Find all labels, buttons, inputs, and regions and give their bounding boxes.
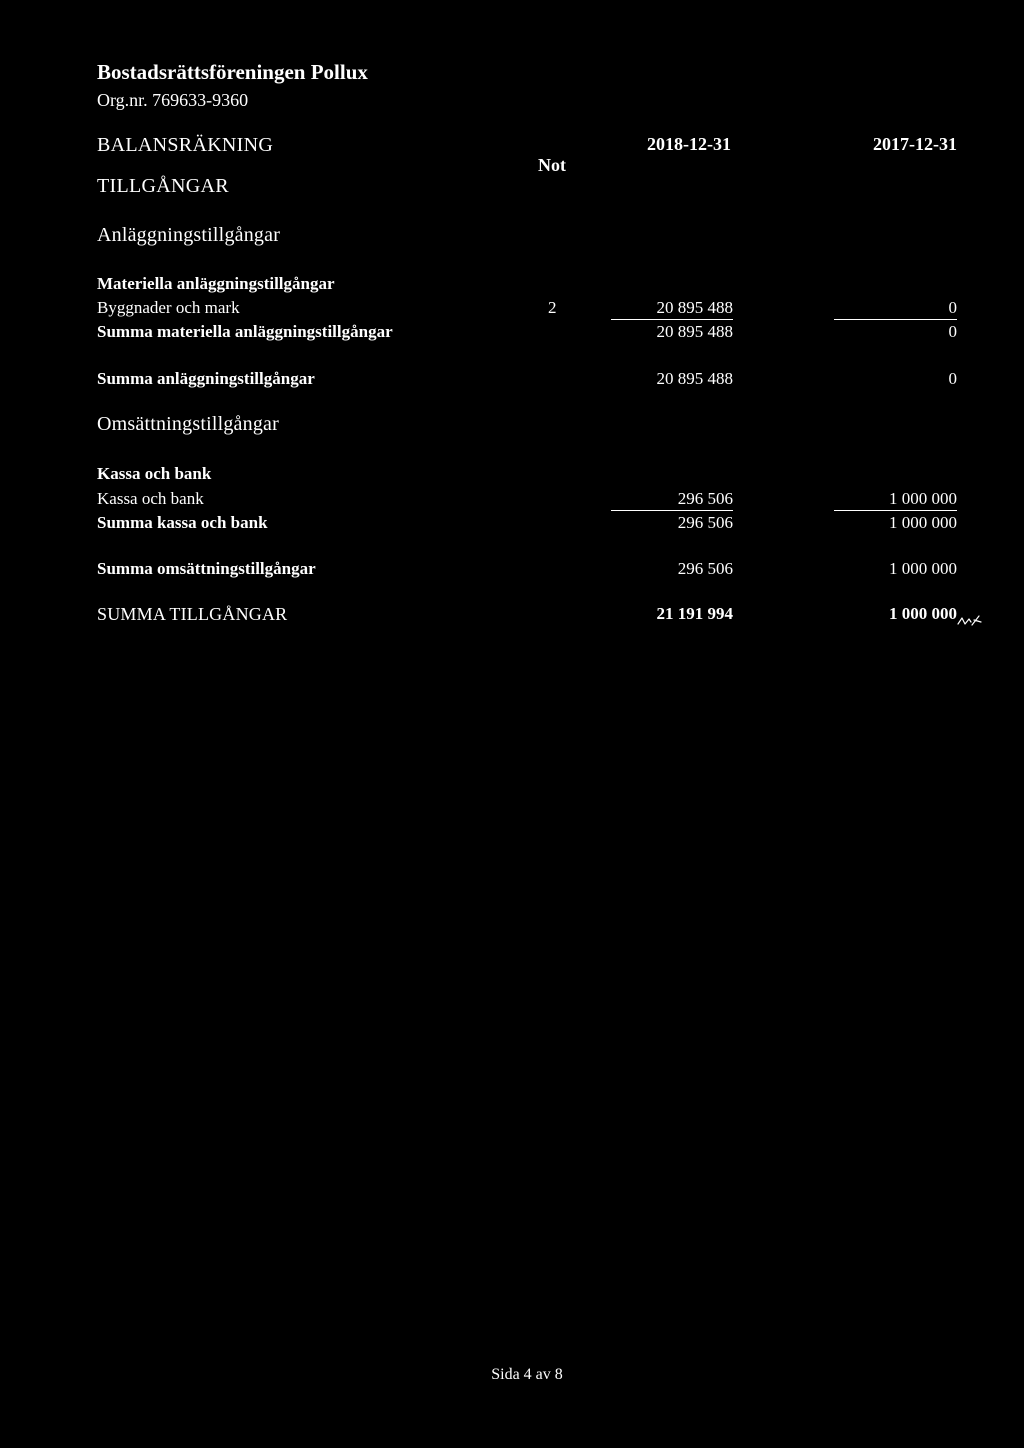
cash-and-bank-current: 296 506 <box>677 489 733 508</box>
current-assets-heading: Omsättningstillgångar <box>97 413 279 435</box>
buildings-and-land-current: 20 895 488 <box>656 298 733 317</box>
column-header-previous-year: 2017-12-31 <box>873 134 957 154</box>
tangible-assets-subheading: Materiella anläggningstillgångar <box>97 274 335 293</box>
underline-current <box>611 319 733 320</box>
cash-and-bank-previous: 1 000 000 <box>889 489 957 508</box>
underline-current <box>611 510 733 511</box>
cash-and-bank-subheading: Kassa och bank <box>97 464 212 483</box>
page-number: Sida 4 av 8 <box>491 1366 563 1383</box>
fixed-assets-total-label: Summa anläggningstillgångar <box>97 369 315 388</box>
buildings-and-land-note: 2 <box>548 298 557 317</box>
organization-number: Org.nr. 769633-9360 <box>97 90 249 110</box>
current-assets-total-label: Summa omsättningstillgångar <box>97 559 316 578</box>
tangible-assets-subtotal-previous: 0 <box>948 322 957 341</box>
cash-and-bank-subtotal-current: 296 506 <box>677 513 733 532</box>
organization-name: Bostadsrättsföreningen Pollux <box>97 60 368 84</box>
signature-initials-mark <box>957 612 983 628</box>
current-assets-total-previous: 1 000 000 <box>889 559 957 578</box>
buildings-and-land-previous: 0 <box>948 298 957 317</box>
cash-and-bank-subtotal-label: Summa kassa och bank <box>97 513 268 532</box>
fixed-assets-total-current: 20 895 488 <box>656 369 733 388</box>
tangible-assets-subtotal-current: 20 895 488 <box>656 322 733 341</box>
tangible-assets-subtotal-label: Summa materiella anläggningstillgångar <box>97 322 393 341</box>
fixed-assets-total-previous: 0 <box>948 369 957 388</box>
cash-and-bank-label: Kassa och bank <box>97 489 204 508</box>
current-assets-total-current: 296 506 <box>677 559 733 578</box>
section-title: TILLGÅNGAR <box>97 175 229 197</box>
column-header-current-year: 2018-12-31 <box>647 134 731 154</box>
buildings-and-land-label: Byggnader och mark <box>97 298 240 317</box>
statement-title: BALANSRÄKNING <box>97 134 274 156</box>
total-assets-label: SUMMA TILLGÅNGAR <box>97 604 288 624</box>
column-header-note: Not <box>538 155 566 175</box>
total-assets-previous: 1 000 000 <box>889 604 957 623</box>
underline-previous <box>834 510 957 511</box>
cash-and-bank-subtotal-previous: 1 000 000 <box>889 513 957 532</box>
total-assets-current: 21 191 994 <box>656 604 733 623</box>
underline-previous <box>834 319 957 320</box>
fixed-assets-heading: Anläggningstillgångar <box>97 224 281 246</box>
